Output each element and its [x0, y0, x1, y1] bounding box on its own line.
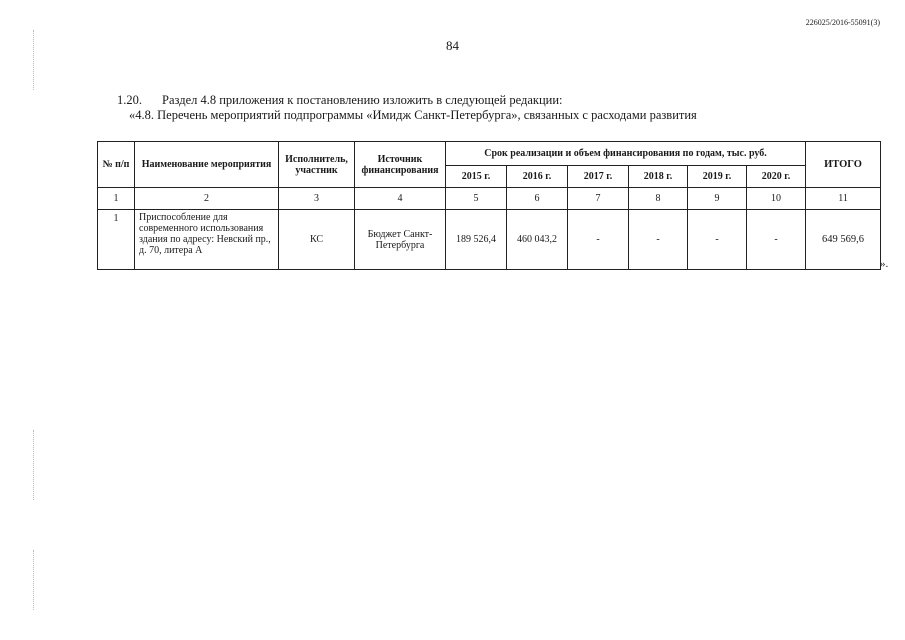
column-number: 3	[279, 188, 355, 210]
row-year-value: -	[629, 210, 688, 270]
page-number: 84	[446, 38, 459, 53]
column-number: 7	[568, 188, 629, 210]
paragraph-text: Раздел 4.8 приложения к постановлению изложить в следующей редакции:	[162, 93, 563, 107]
events-table	[97, 141, 881, 270]
row-total: 649 569,6	[806, 210, 881, 270]
scan-margin-mark	[33, 30, 36, 90]
table-row	[98, 210, 881, 270]
section-subtitle: «4.8. Перечень мероприятий подпрограммы «Имидж Санкт-Петербурга», связанных с расходами развития	[129, 108, 697, 122]
header-year: 2015 г.	[446, 166, 507, 188]
column-number: 10	[747, 188, 806, 210]
row-year-value: -	[568, 210, 629, 270]
paragraph	[117, 93, 562, 108]
header-name: Наименование мероприятия	[135, 142, 279, 188]
document-id: 226025/2016-55091(3)	[805, 18, 880, 27]
column-number: 2	[135, 188, 279, 210]
header-year: 2016 г.	[507, 166, 568, 188]
header-total: ИТОГО	[806, 142, 881, 188]
column-number: 11	[806, 188, 881, 210]
scan-margin-mark	[33, 550, 36, 610]
row-year-value: -	[688, 210, 747, 270]
column-number: 4	[355, 188, 446, 210]
closing-quote: ».	[880, 258, 889, 270]
column-number: 8	[629, 188, 688, 210]
column-number: 6	[507, 188, 568, 210]
row-year-value: -	[747, 210, 806, 270]
row-year-value: 189 526,4	[446, 210, 507, 270]
header-source: Источник финансирования	[355, 142, 446, 188]
column-number: 5	[446, 188, 507, 210]
header-year: 2018 г.	[629, 166, 688, 188]
column-number: 1	[98, 188, 135, 210]
header-executor: Исполнитель, участник	[279, 142, 355, 188]
header-num: № п/п	[98, 142, 135, 188]
row-num: 1	[98, 210, 135, 270]
header-year: 2017 г.	[568, 166, 629, 188]
row-source: Бюджет Санкт-Петербурга	[355, 210, 446, 270]
column-number: 9	[688, 188, 747, 210]
row-executor: КС	[279, 210, 355, 270]
row-year-value: 460 043,2	[507, 210, 568, 270]
paragraph-number: 1.20.	[117, 93, 142, 107]
header-period: Срок реализации и объем финансирования по годам, тыс. руб.	[446, 142, 806, 166]
header-year: 2019 г.	[688, 166, 747, 188]
header-year: 2020 г.	[747, 166, 806, 188]
scan-margin-mark	[33, 430, 36, 500]
row-event-name: Приспособление для современного использования здания по адресу: Невский пр., д. 70, литера А	[135, 210, 279, 270]
